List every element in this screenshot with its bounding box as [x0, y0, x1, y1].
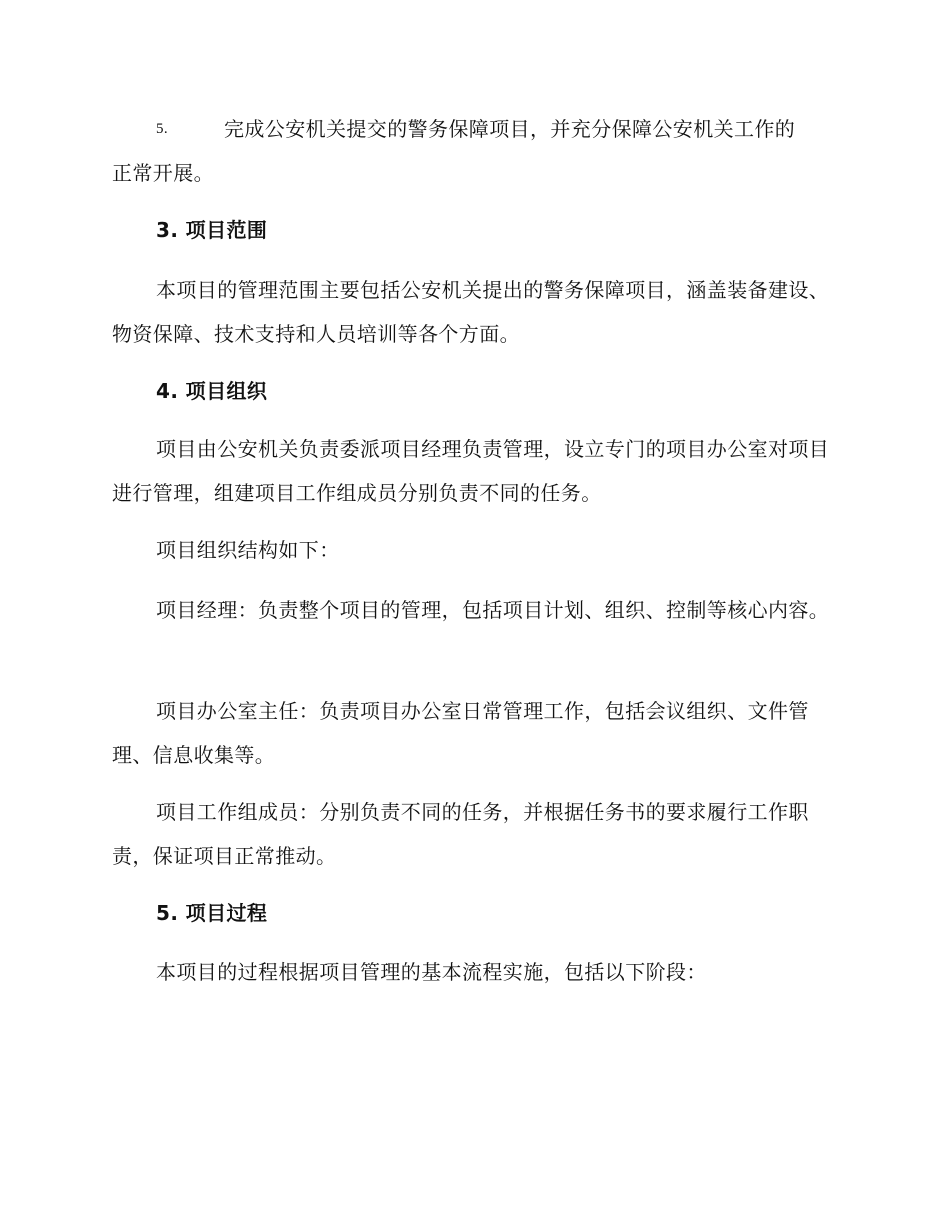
section-heading-scope: 3. 项目范围 — [156, 218, 268, 242]
paragraph-scope: 本项目的管理范围主要包括公安机关提出的警务保障项目，涵盖装备建设、物资保障、技术支持和人员培训等各个方面。 — [112, 278, 830, 346]
paragraph-office-director: 项目办公室主任：负责项目办公室日常管理工作，包括会议组织、文件管理、信息收集等。 — [112, 699, 809, 767]
paragraph-project-manager: 项目经理：负责整个项目的管理，包括项目计划、组织、控制等核心内容。 — [156, 598, 830, 622]
paragraph-process: 本项目的过程根据项目管理的基本流程实施，包括以下阶段： — [156, 960, 707, 984]
paragraph-organization-intro: 项目由公安机关负责委派项目经理负责管理，设立专门的项目办公室对项目进行管理，组建项目工作组成员分别负责不同的任务。 — [112, 437, 830, 505]
list-item-text-line1: 完成公安机关提交的警务保障项目，并充分保障公安机关工作的 — [224, 117, 796, 141]
list-item-text-line2: 正常开展。 — [112, 161, 214, 185]
section-heading-organization: 4. 项目组织 — [156, 379, 268, 403]
list-number: 5. — [156, 121, 169, 137]
paragraph-organization-structure: 项目组织结构如下： — [156, 538, 340, 562]
paragraph-team-members: 项目工作组成员：分别负责不同的任务，并根据任务书的要求履行工作职责，保证项目正常推动。 — [112, 800, 809, 868]
section-heading-process: 5. 项目过程 — [156, 901, 268, 925]
list-item-5 — [112, 107, 832, 195]
